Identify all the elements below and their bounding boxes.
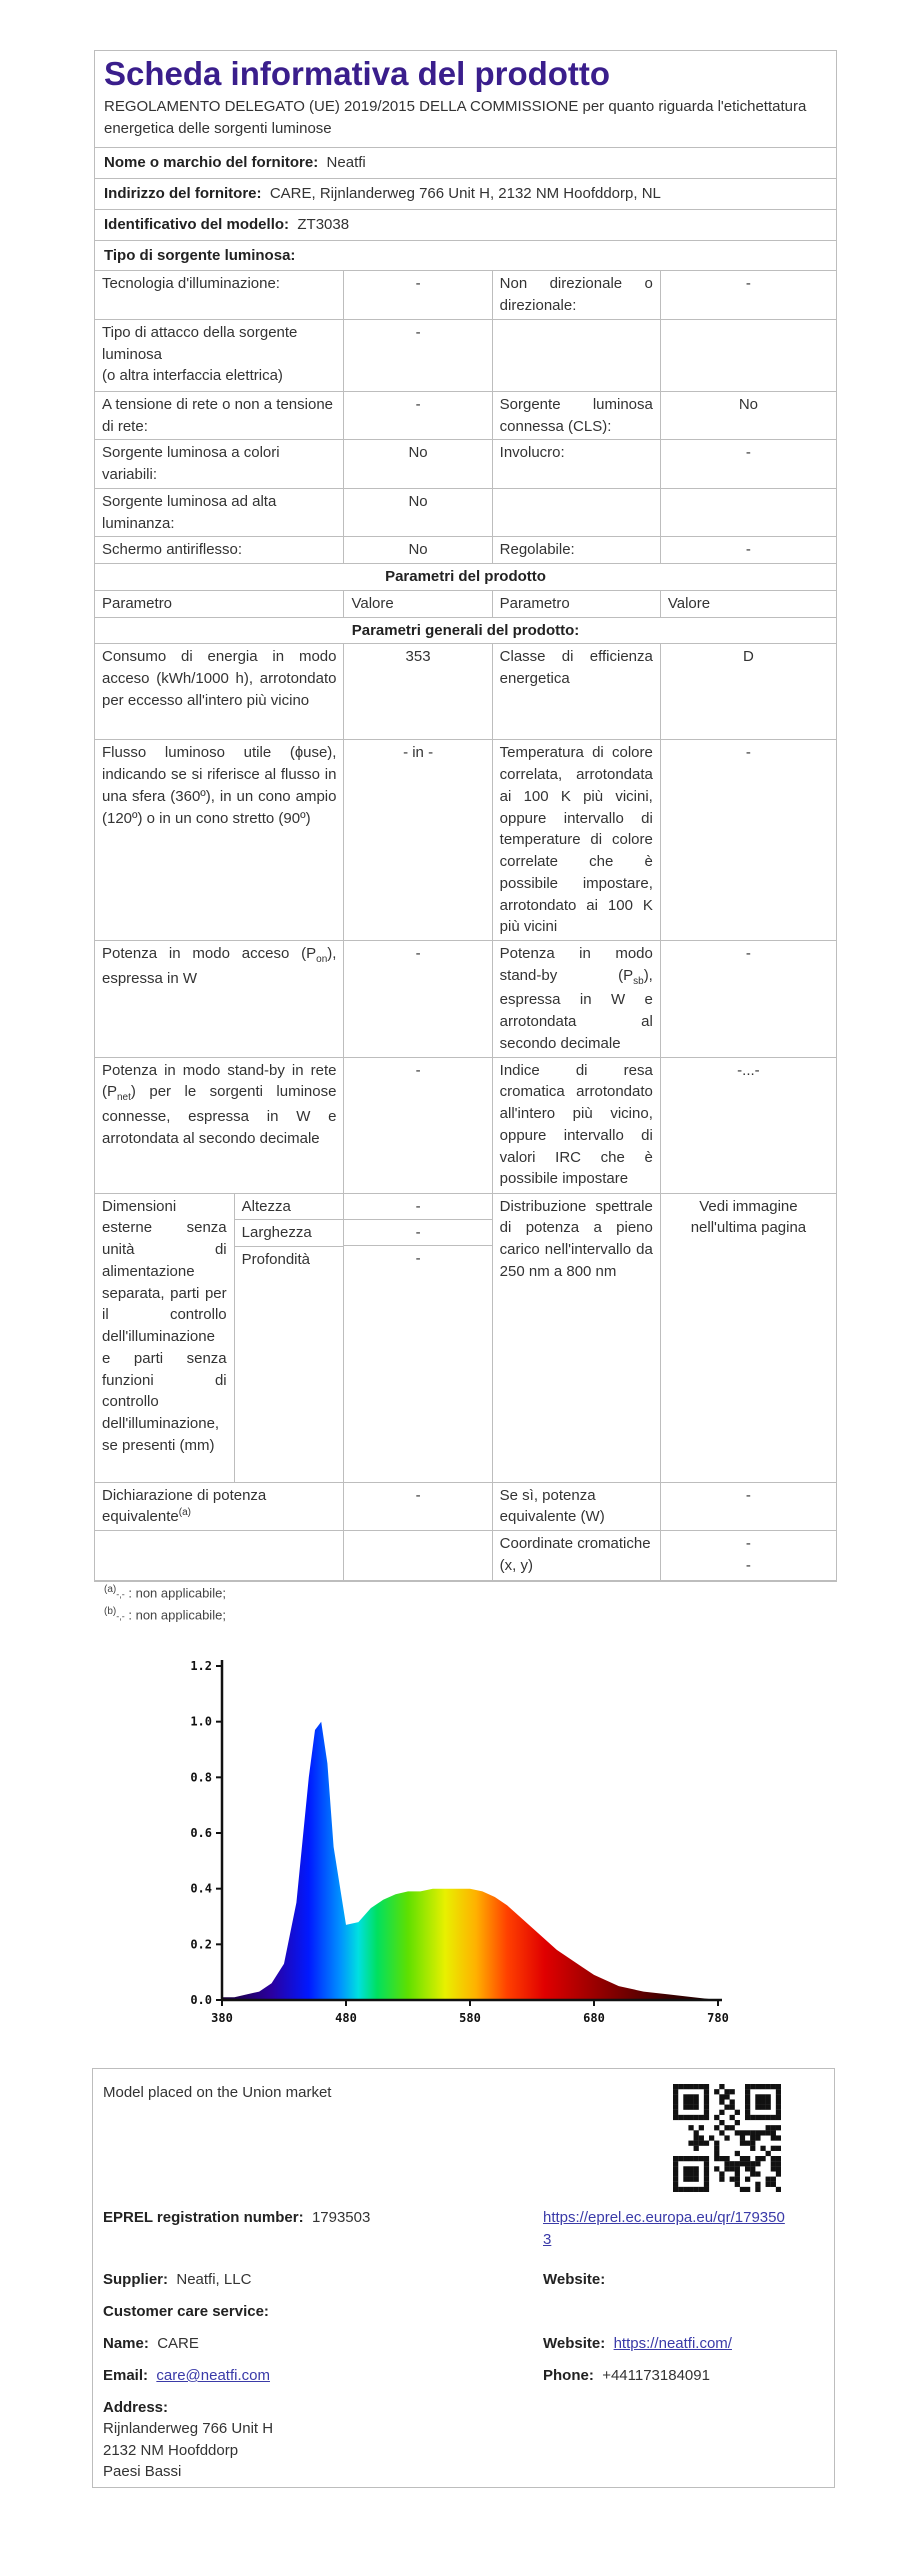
param-value: No: [344, 537, 492, 564]
table-row: [95, 617, 836, 644]
y-tick-label: 1.2: [190, 1659, 212, 1673]
empty-cell: [344, 1531, 492, 1581]
table-row: [95, 1193, 836, 1482]
empty-cell: [95, 1531, 344, 1581]
table-row: [95, 1482, 836, 1531]
supplier-name-label: Nome o marchio del fornitore:: [104, 154, 319, 172]
section-heading: Parametri generali del prodotto:: [95, 617, 836, 644]
table-row: [95, 319, 836, 391]
table-row: [95, 440, 836, 489]
param-value: -: [660, 740, 836, 941]
table-row: [95, 644, 836, 740]
param-label: Potenza in modo stand-by $(P_{sb})$, espressa in W e arrotondata al secondo decimale: [492, 941, 660, 1058]
param-label: Sorgente luminosa a colori variabili:: [95, 440, 344, 489]
model-id-label: Identificativo del modello:: [104, 215, 290, 233]
param-label: Dichiarazione di potenza equivalente$^{(a)}$: [95, 1482, 344, 1531]
supplier-name-row: [95, 148, 836, 179]
x-tick-label: 480: [335, 2011, 357, 2025]
page-title: Scheda informativa del prodotto: [104, 55, 611, 92]
y-tick-label: 0.4: [190, 1881, 212, 1896]
dimensions-values: [344, 1193, 492, 1482]
param-value: -: [660, 537, 836, 564]
param-value: No: [660, 391, 836, 440]
dimension-value: -: [344, 1220, 491, 1246]
param-value: 353: [344, 644, 492, 740]
table-row: [95, 564, 836, 591]
source-type-label: Tipo di sorgente luminosa:: [104, 246, 296, 264]
param-value: -: [660, 440, 836, 489]
param-value: -: [344, 941, 492, 1058]
eprel-link[interactable]: https://eprel.ec.europa.eu/qr/1793503: [543, 2209, 785, 2248]
param-label: Flusso luminoso utile (ɸuse), indicando se si riferisce al flusso in una sfera (360º), in un cono ampio (120º) o in un cono stretto (90º): [95, 740, 344, 941]
eprel-registration: EPREL registration number: 1793503: [103, 2209, 371, 2226]
param-value: -: [344, 1057, 492, 1193]
source-type-table: [95, 270, 836, 1581]
param-label: [492, 488, 660, 537]
param-label: Distribuzione spettrale di potenza a pieno carico nell'intervallo da 250 nm a 800 nm: [492, 1193, 660, 1482]
param-label: Sorgente luminosa connessa (CLS):: [492, 391, 660, 440]
param-label: Temperatura di colore correlata, arrotondata ai 100 K più vicini, oppure intervallo di temperature di colore correlate che è possibile impostare, arrotondato ai 100 K più vicini: [492, 740, 660, 941]
spectrum-area: [222, 1722, 718, 2000]
column-header: Parametro: [492, 590, 660, 617]
param-value: -: [344, 319, 492, 391]
dimension-name: Altezza: [234, 1194, 343, 1220]
table-row: [95, 537, 836, 564]
param-value: -: [660, 271, 836, 320]
y-tick-label: 0.2: [190, 1937, 212, 1952]
dimension-value: -: [415, 1249, 421, 1267]
x-tick-label: 680: [583, 2011, 605, 2025]
dimensions-label: Dimensioni esterne senza unità di alimentazione separata, parti per il controllo dell'illuminazione e parti senza funzioni di controllo dell'illuminazione, se presenti (mm): [95, 1194, 234, 1482]
customer-care-label: Customer care service:: [103, 2303, 269, 2320]
x-tick-label: 580: [459, 2011, 481, 2025]
source-type-row: [95, 241, 836, 271]
param-value: -: [344, 391, 492, 440]
table-row: [95, 740, 836, 941]
param-label: Consumo di energia in modo acceso (kWh/1000 h), arrotondato per eccesso all'intero più vicino: [95, 644, 344, 740]
product-info-sheet: [94, 50, 837, 1582]
param-label: Classe di efficienza energetica: [492, 644, 660, 740]
care-phone: Phone: +441173184091: [543, 2367, 710, 2384]
table-header-row: [95, 590, 836, 617]
param-value: - in -: [344, 740, 492, 941]
website-label: Website:: [543, 2271, 606, 2288]
param-label: [492, 319, 660, 391]
dimensions-cell: [95, 1193, 344, 1482]
param-value: -: [660, 941, 836, 1058]
param-value: - -: [660, 1531, 836, 1581]
supplier-address-value: CARE, Rijnlanderweg 766 Unit H, 2132 NM Hoofddorp, NL: [269, 185, 661, 203]
param-label: Tecnologia d'illuminazione:: [95, 271, 344, 320]
column-header: Parametro: [95, 590, 344, 617]
supplier-line: Supplier: Neatfi, LLC: [103, 2271, 252, 2288]
table-row: [95, 271, 836, 320]
dimension-name: Profondità: [241, 1251, 311, 1269]
param-value: Vedi immagine nell'ultima pagina: [660, 1193, 836, 1482]
supplier-name-value: Neatfi: [326, 154, 366, 172]
y-tick-label: 0.6: [190, 1826, 212, 1840]
param-value: [660, 488, 836, 537]
param-label: Sorgente luminosa ad alta luminanza:: [95, 488, 344, 537]
param-value: -: [344, 1482, 492, 1531]
regulation-subtitle: REGOLAMENTO DELEGATO (UE) 2019/2015 DELLA COMMISSIONE per quanto riguarda l'etichettatura energetica delle sorgenti luminose: [95, 96, 836, 149]
param-label: Indice di resa cromatica arrotondato all'intero più vicino, oppure intervallo di valori IRC che è possibile impostare: [492, 1057, 660, 1193]
care-website-link[interactable]: https://neatfi.com/: [613, 2335, 732, 2352]
footnote-a: $^{(a)}$-,- : non applicabile;: [104, 1584, 226, 1601]
param-label: Schermo antiriflesso:: [95, 537, 344, 564]
footnotes: [104, 1582, 226, 1626]
table-row: [95, 1057, 836, 1193]
param-value: D: [660, 644, 836, 740]
param-label: A tensione di rete o non a tensione di rete:: [95, 391, 344, 440]
param-label: Potenza in modo acceso $(P_{on})$, espressa in W: [95, 941, 344, 1058]
table-row: [95, 488, 836, 537]
model-id-value: ZT3038: [297, 215, 350, 233]
param-value: No: [344, 488, 492, 537]
qr-code-icon[interactable]: [673, 2084, 781, 2192]
care-website: Website: https://neatfi.com/: [543, 2335, 732, 2352]
y-tick-label: 1.0: [190, 1714, 212, 1729]
placed-on-market-text: Model placed on the Union market: [103, 2084, 332, 2101]
table-row: [95, 391, 836, 440]
param-label: Involucro:: [492, 440, 660, 489]
care-email: Email: care@neatfi.com: [103, 2367, 270, 2384]
x-tick-label: 380: [211, 2011, 233, 2025]
eprel-info-card: [92, 2068, 835, 2488]
y-tick-label: 0.8: [190, 1770, 212, 1785]
supplier-address-row: [95, 179, 836, 210]
param-label: Coordinate cromatiche (x, y): [492, 1531, 660, 1581]
column-header: Valore: [660, 590, 836, 617]
param-value: -...-: [660, 1057, 836, 1193]
care-address: Address: Rijnlanderweg 766 Unit H 2132 NM Hoofddorp Paesi Bassi: [103, 2399, 274, 2480]
param-value: -: [660, 1482, 836, 1531]
supplier-address-label: Indirizzo del fornitore:: [104, 185, 262, 203]
column-header: Valore: [344, 590, 492, 617]
dimension-name: Larghezza: [234, 1220, 343, 1247]
section-heading: Parametri del prodotto: [95, 564, 836, 591]
table-row: [95, 941, 836, 1058]
param-value: [660, 319, 836, 391]
param-label: Regolabile:: [492, 537, 660, 564]
param-label: Tipo di attacco della sorgente luminosa (o altra interfaccia elettrica): [95, 319, 344, 391]
care-name: Name: CARE: [103, 2335, 199, 2352]
care-email-link[interactable]: care@neatfi.com: [156, 2367, 270, 2384]
spectral-distribution-chart: [160, 1650, 760, 2040]
dimension-value: -: [344, 1194, 491, 1220]
param-label: Non direzionale o direzionale:: [492, 271, 660, 320]
param-value: No: [344, 440, 492, 489]
table-row: [95, 1531, 836, 1581]
footnote-b: $^{(b)}$-,- : non applicabile;: [104, 1606, 226, 1623]
y-tick-label: 0.0: [190, 1993, 212, 2007]
param-label: Potenza in modo stand-by in rete $(P_{net})$ per le sorgenti luminose connesse, espressa in W e arrotondata al secondo decimale: [95, 1057, 344, 1193]
model-id-row: [95, 210, 836, 241]
param-value: -: [344, 271, 492, 320]
x-tick-label: 780: [707, 2011, 729, 2025]
param-label: Se sì, potenza equivalente (W): [492, 1482, 660, 1531]
